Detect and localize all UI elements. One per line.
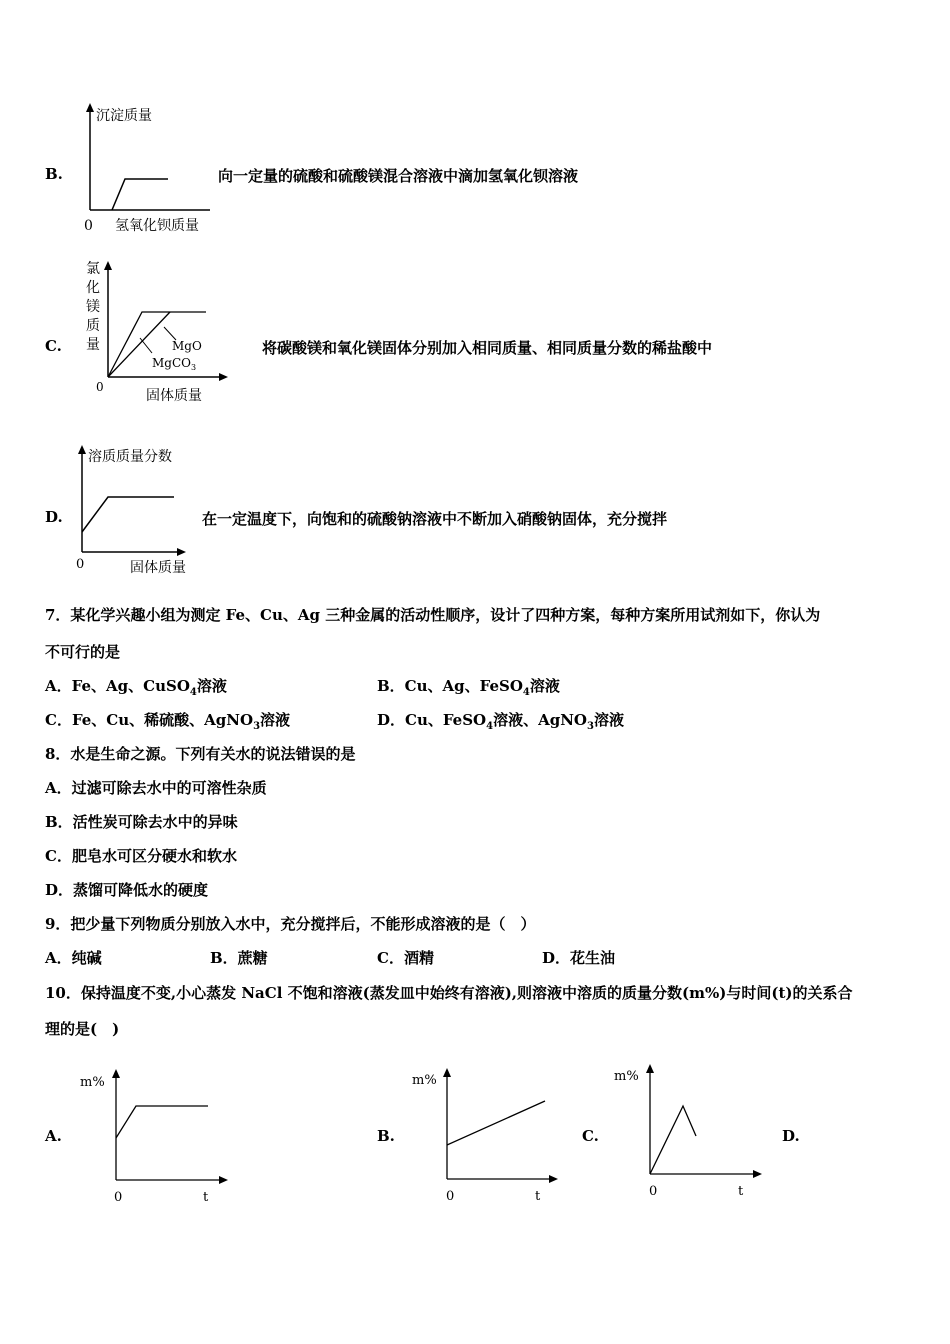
q6-option-c-letter: C. (45, 337, 62, 355)
q7-option-c: C．Fe、Cu、稀硫酸、AgNO$_3$溶液 (45, 711, 291, 732)
svg-text:0: 0 (649, 1184, 658, 1199)
svg-text:m%: m% (80, 1075, 105, 1090)
svg-text:镁: 镁 (86, 299, 100, 315)
q10-option-c-graph (612, 1060, 772, 1205)
q10-option-a-graph (80, 1065, 240, 1210)
q6-option-b-letter: B. (45, 165, 63, 183)
svg-text:m%: m% (412, 1073, 437, 1088)
q6-d-origin: 0 (76, 557, 85, 572)
q9-option-b: B．蔗糖 (210, 949, 268, 967)
q6-option-c-description: 将碳酸镁和氧化镁固体分别加入相同质量、相同质量分数的稀盐酸中 (262, 339, 713, 357)
q10-option-b-letter: B. (377, 1127, 395, 1145)
q6-option-b-graph (80, 100, 230, 240)
q6-option-d-graph (72, 440, 212, 580)
q6-c-line-mgo-label: MgO (172, 339, 202, 353)
q6-b-origin: 0 (84, 218, 93, 234)
q8-stem: 8．水是生命之源。下列有关水的说法错误的是 (45, 745, 356, 763)
q7-stem-line-2: 不可行的是 (45, 643, 121, 661)
svg-text:0: 0 (446, 1189, 455, 1204)
svg-text:t: t (738, 1184, 744, 1199)
q9-option-d: D．花生油 (542, 949, 616, 967)
q10-option-a-letter: A. (45, 1127, 62, 1145)
svg-text:0: 0 (114, 1190, 123, 1205)
svg-text:化: 化 (86, 280, 100, 296)
svg-text:质: 质 (86, 318, 100, 334)
q6-option-b-description: 向一定量的硫酸和硫酸镁混合溶液中滴加氢氧化钡溶液 (218, 167, 579, 185)
q6-b-xlabel: 氢氧化钡质量 (115, 218, 199, 234)
q7-option-d: D．Cu、FeSO$_4$溶液、AgNO$_3$溶液 (377, 711, 624, 732)
q6-c-origin: 0 (96, 380, 104, 394)
q7-option-a: A．Fe、Ag、CuSO$_4$溶液 (45, 677, 227, 698)
q6-option-c-graph (80, 255, 250, 405)
q6-d-xlabel: 固体质量 (130, 560, 186, 576)
q9-option-c: C．酒精 (377, 949, 434, 967)
svg-text:氯: 氯 (86, 261, 100, 277)
q6-option-d-description: 在一定温度下，向饱和的硫酸钠溶液中不断加入硝酸钠固体，充分搅拌 (202, 510, 668, 528)
q8-option-c: C．肥皂水可区分硬水和软水 (45, 847, 237, 865)
q10-stem-line-2: 理的是( ) (45, 1020, 120, 1038)
q6-c-line-mgco3-label: MgCO$_3$ (152, 356, 197, 372)
q8-option-b: B．活性炭可除去水中的异味 (45, 813, 238, 831)
q10-option-b-graph (410, 1062, 570, 1207)
svg-text:t: t (535, 1189, 541, 1204)
svg-text:m%: m% (614, 1069, 639, 1084)
svg-text:t: t (203, 1190, 209, 1205)
q8-option-d: D．蒸馏可降低水的硬度 (45, 881, 209, 899)
q6-c-xlabel: 固体质量 (146, 388, 202, 404)
q10-stem-line-1: 10．保持温度不变,小心蒸发 NaCl 不饱和溶液(蒸发皿中始终有溶液),则溶液中溶质的质量分数(m%)与时间(t)的关系合 (45, 984, 853, 1002)
q10-option-d-letter: D. (782, 1127, 800, 1145)
q10-option-c-letter: C. (582, 1127, 599, 1145)
q6-d-ylabel: 溶质质量分数 (88, 449, 172, 465)
q7-option-b: B．Cu、Ag、FeSO$_4$溶液 (377, 677, 560, 698)
q6-b-ylabel: 沉淀质量 (96, 108, 152, 124)
q6-option-d-letter: D. (45, 508, 63, 526)
q9-stem: 9．把少量下列物质分别放入水中，充分搅拌后，不能形成溶液的是（ ） (45, 915, 536, 933)
q7-stem-line-1: 7．某化学兴趣小组为测定 Fe、Cu、Ag 三种金属的活动性顺序，设计了四种方案，每种方案所用试剂如下，你认为 (45, 606, 821, 624)
q9-option-a: A．纯碱 (45, 949, 102, 967)
q8-option-a: A．过滤可除去水中的可溶性杂质 (45, 779, 267, 797)
svg-text:量: 量 (86, 337, 100, 353)
